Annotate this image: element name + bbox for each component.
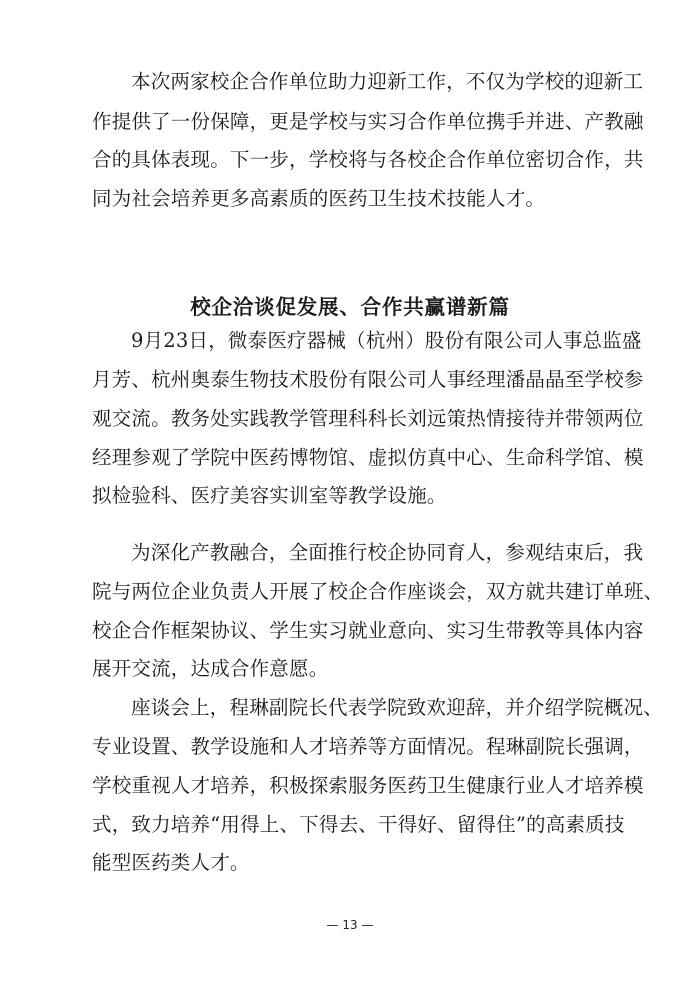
- paragraph-line: 本次两家校企合作单位助力迎新工作，不仅为学校的迎新工: [131, 70, 644, 93]
- paragraph-line: 月芳、杭州奥泰生物技术股份有限公司人事经理潘晶晶至学校参: [92, 368, 644, 391]
- paragraph-line: 9月23日，微泰医疗器械（杭州）股份有限公司人事总监盛: [131, 329, 642, 352]
- page-number: — 13 —: [326, 918, 374, 932]
- paragraph-line: 校企合作框架协议、学生实习就业意向、实习生带教等具体内容: [92, 619, 644, 642]
- paragraph-line: 拟检验科、医疗美容实训室等教学设施。: [92, 484, 447, 507]
- paragraph-line: 观交流。教务处实践教学管理科科长刘远策热情接待并带领两位: [92, 407, 644, 430]
- paragraph-line: 经理参观了学院中医药博物馆、虚拟仿真中心、生命科学馆、模: [92, 446, 644, 469]
- paragraph-line: 同为社会培养更多高素质的医药卫生技术技能人才。: [92, 187, 546, 210]
- article-title: 校企洽谈促发展、合作共赢谱新篇: [190, 295, 510, 319]
- paragraph-line: 展开交流，达成合作意愿。: [92, 657, 329, 680]
- paragraph-line: 作提供了一份保障，更是学校与实习合作单位携手并进、产教融: [92, 110, 644, 133]
- paragraph-line: 为深化产教融合，全面推行校企协同育人，参观结束后，我: [131, 541, 644, 564]
- paragraph-line: 专业设置、教学设施和人才培养等方面情况。程琳副院长强调，: [92, 735, 644, 758]
- paragraph-line: 合的具体表现。下一步，学校将与各校企合作单位密切合作，共: [92, 148, 644, 171]
- paragraph-line: 学校重视人才培养，积极探索服务医药卫生健康行业人才培养模: [92, 774, 644, 797]
- paragraph-line: 座谈会上，程琳副院长代表学院致欢迎辞，并介绍学院概况、: [131, 696, 663, 719]
- paragraph-line: 式，致力培养“用得上、下得去、干得好、留得住”的高素质技: [92, 813, 625, 836]
- paragraph-line: 能型医药类人才。: [92, 851, 250, 874]
- paragraph-line: 院与两位企业负责人开展了校企合作座谈会，双方就共建订单班、: [92, 580, 664, 603]
